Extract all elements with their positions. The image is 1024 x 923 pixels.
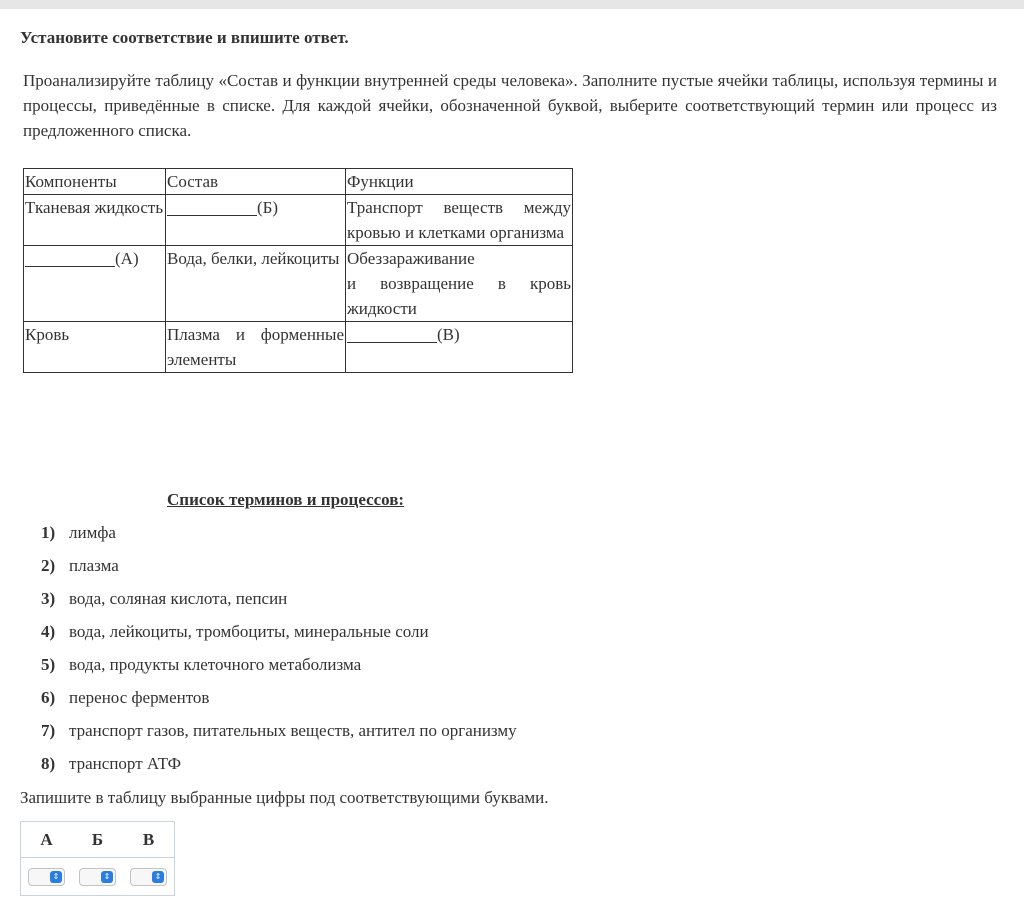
term-number: 5) [41,655,56,674]
term-text: вода, продукты клеточного метаболизма [69,655,362,674]
term-number: 8) [41,754,56,773]
answer-prompt: Запишите в таблицу выбранные цифры под соответствующими буквами. [20,788,549,807]
term-text: плазма [69,556,119,575]
answer-select-a[interactable] [28,868,65,886]
term-text: транспорт АТФ [69,754,182,773]
terms-list-title: Список терминов и процессов: [167,490,405,509]
header-functions: Функции [346,169,573,195]
cell-composition: Вода, белки, лейкоциты [166,246,346,322]
cell-blank-b [166,195,346,246]
cell-blank-a [24,246,166,322]
top-bar [0,0,1024,9]
term-text: транспорт газов, питательных веществ, антител по организму [69,721,517,740]
answer-select-v[interactable] [130,868,167,886]
table-row [24,322,573,373]
blank-label-v: (В) [437,325,460,344]
task-header: Установите соответствие и впишите ответ. [20,28,349,47]
term-text: перенос ферментов [69,688,210,707]
term-number: 2) [41,556,56,575]
blank-label-a: (А) [115,249,139,268]
function-line-1: Обеззараживание [347,249,475,268]
term-text: вода, лейкоциты, тромбоциты, минеральные соли [69,622,429,641]
term-number: 3) [41,589,56,608]
blank-line [25,248,115,267]
term-number: 6) [41,688,56,707]
term-text: вода, соляная кислота, пепсин [69,589,288,608]
chevron-updown-icon: ⇕ [50,871,62,883]
header-components: Компоненты [24,169,166,195]
answer-table [20,821,175,896]
term-number: 4) [41,622,56,641]
table-row [24,195,573,246]
answer-select-b[interactable] [79,868,116,886]
cell-component: Кровь [24,322,166,373]
chevron-updown-icon: ⇕ [101,871,113,883]
cell-function [346,246,573,322]
header-composition: Состав [166,169,346,195]
answer-letter-b: Б [72,822,123,858]
term-number: 1) [41,523,56,542]
task-instructions: Проанализируйте таблицу «Состав и функции внутренней среды человека». Заполните пустые ячейки таблицы, используя термины и процессы, приведённые в списке. Для каждой ячейки, обозначенной буквой, выберите соответствующий термин или процесс из предложенного списка. [23,71,997,140]
composition-table [23,168,573,373]
cell-function: Транспорт веществ между кровью и клетками организма [346,195,573,246]
cell-composition: Плазма и форменные элементы [166,322,346,373]
answer-letter-a: А [21,822,73,858]
blank-line [167,197,257,216]
blank-label-b: (Б) [257,198,279,217]
answer-letter-v: В [123,822,175,858]
chevron-updown-icon: ⇕ [152,871,164,883]
cell-component: Тканевая жидкость [24,195,166,246]
function-line-2: и возвращение в кровь жидкости [347,274,571,318]
term-text: лимфа [69,523,116,542]
table-header-row [24,169,573,195]
cell-blank-v [346,322,573,373]
blank-line [347,324,437,343]
term-number: 7) [41,721,56,740]
table-row [24,246,573,322]
